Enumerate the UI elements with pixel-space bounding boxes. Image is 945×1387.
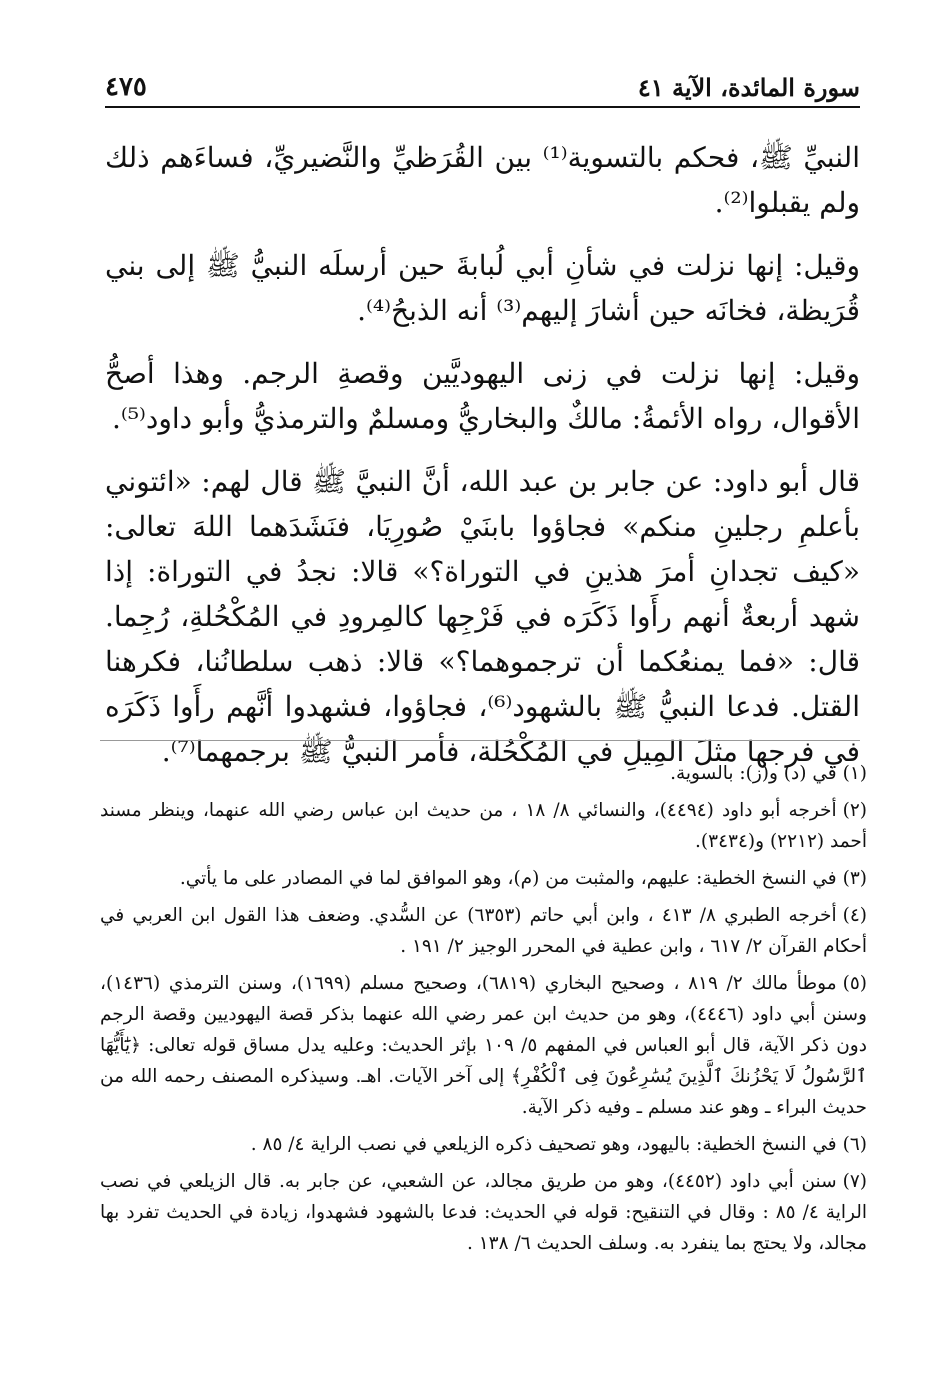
footnotes <box>100 758 867 1265</box>
footnote <box>100 1166 867 1259</box>
footnote <box>100 900 867 962</box>
footnote-number: (٦) <box>842 1134 867 1155</box>
page-number: ٤٧٥ <box>105 72 147 102</box>
footnote <box>100 968 867 1123</box>
paragraph: وقيل: إنها نزلت في زنى اليهوديَّين وقصةِ الرجم. وهذا أصحُّ الأقوال، رواه الأئمةُ: مالكٌ والبخاريُّ ومسلمٌ والترمذيُّ وأبو داود⁽⁵⁾. <box>105 357 860 435</box>
paragraph: النبيِّ ﷺ، فحكم بالتسوية⁽¹⁾ بين القُرَظيِّ والنَّضيريِّ، فساءَهم ذلك ولم يقبلوا⁽²⁾. <box>105 141 860 219</box>
footnote-text: أخرجه أبو داود (٤٤٩٤)، والنسائي ٨/ ١٨ ، من حديث ابن عباس رضي الله عنهما، وينظر مسند أحمد (٢٢١٢) و(٣٤٣٤). <box>100 800 867 852</box>
footnote <box>100 1129 867 1160</box>
page-header <box>105 60 860 108</box>
footnote-separator <box>100 740 860 741</box>
footnote <box>100 795 867 857</box>
footnote-text: في النسخ الخطية: باليهود، وهو تصحيف ذكره الزيلعي في نصب الراية ٤/ ٨٥ . <box>250 1134 837 1155</box>
footnote-text: موطأ مالك ٢/ ٨١٩ ، وصحيح البخاري (٦٨١٩)، وصحيح مسلم (١٦٩٩)، وسنن الترمذي (١٤٣٦)، وسنن أبي داود (٤٤٤٦)، وهو من حديث ابن عمر رضي الله عنهما بذكر قصة اليهوديين وقصة الرجم دون ذكر الآية، قال أبو العباس في المفهم ٥/ ١٠٩ بإثر الحديث: وعليه يدل مساق قوله تعالى: ﴿يَٰٓأَيُّهَا ٱلرَّسُولُ لَا يَحْزُنكَ ٱلَّذِينَ يُسَٰرِعُونَ فِى ٱلْكُفْرِ﴾ إلى آخر الآيات. اهـ. وسيذكره المصنف رحمه الله من حديث البراء ـ وهو عند مسلم ـ وفيه ذكر الآية. <box>100 973 867 1118</box>
footnote-number: (٥) <box>842 973 867 994</box>
footnote-text: في (د) و(ز): بالسوية. <box>670 763 837 784</box>
footnote-text: سنن أبي داود (٤٤٥٢)، وهو من طريق مجالد، عن الشعبي، عن جابر به. قال الزيلعي في نصب الراية ٤/ ٨٥ : وقال في التنقيح: قوله في الحديث: فدعا بالشهود فشهدوا، زيادة في الحديث تفرد بها مجالد، ولا يحتج بما ينفرد به. وسلف الحديث ٦/ ١٣٨ . <box>100 1171 867 1254</box>
paragraph: قال أبو داود: عن جابر بن عبد الله، أنَّ النبيَّ ﷺ قال لهم: «ائتوني بأعلمِ رجلينِ منكم» فجاؤوا بابنَيْ صُورِيَا، فنَشَدَهما اللهَ تعالى: «كيف تجدانِ أمرَ هذينِ في التوراة؟» قالا: نجدُ في التوراة: إذا شهد أربعةٌ أنهم رأَوا ذَكَرَه في فَرْجِها كالمِرودِ في المُكْحُلةِ، رُجِما. قال: «فما يمنعُكما أن ترجموهما؟» قالا: ذهب سلطانُنا، فكرهنا القتل. فدعا النبيُّ ﷺ بالشهود⁽⁶⁾، فجاؤوا، فشهدوا أنَّهم رأَوا ذَكَرَه في فرجها مثلَ المِيلِ في المُكْحُلة، فأمر النبيُّ ﷺ برجمهما⁽⁷⁾. <box>105 465 860 768</box>
footnote-number: (٢) <box>842 800 867 821</box>
running-title: سورة المائدة، الآية ٤١ <box>637 73 860 102</box>
paragraph: وقيل: إنها نزلت في شأنِ أبي لُبابةَ حين أرسلَه النبيُّ ﷺ إلى بني قُرَيظة، فخانَه حين أشارَ إليهم⁽³⁾ أنه الذبحُ⁽⁴⁾. <box>105 249 860 327</box>
footnote-number: (١) <box>842 763 867 784</box>
main-text <box>105 135 860 792</box>
footnote-number: (٧) <box>842 1171 867 1192</box>
footnote-number: (٤) <box>842 905 868 926</box>
footnote-text: أخرجه الطبري ٨/ ٤١٣ ، وابن أبي حاتم (٦٣٥٣) عن السُّدي. وضعف هذا القول ابن العربي في أحكام القرآن ٢/ ٦١٧ ، وابن عطية في المحرر الوجيز ٢/ ١٩١ . <box>100 905 867 957</box>
footnote <box>100 758 867 789</box>
footnote-text: في النسخ الخطية: عليهم، والمثبت من (م)، وهو الموافق لما في المصادر على ما يأتي. <box>179 868 837 889</box>
footnote <box>100 863 867 894</box>
footnote-number: (٣) <box>842 868 867 889</box>
